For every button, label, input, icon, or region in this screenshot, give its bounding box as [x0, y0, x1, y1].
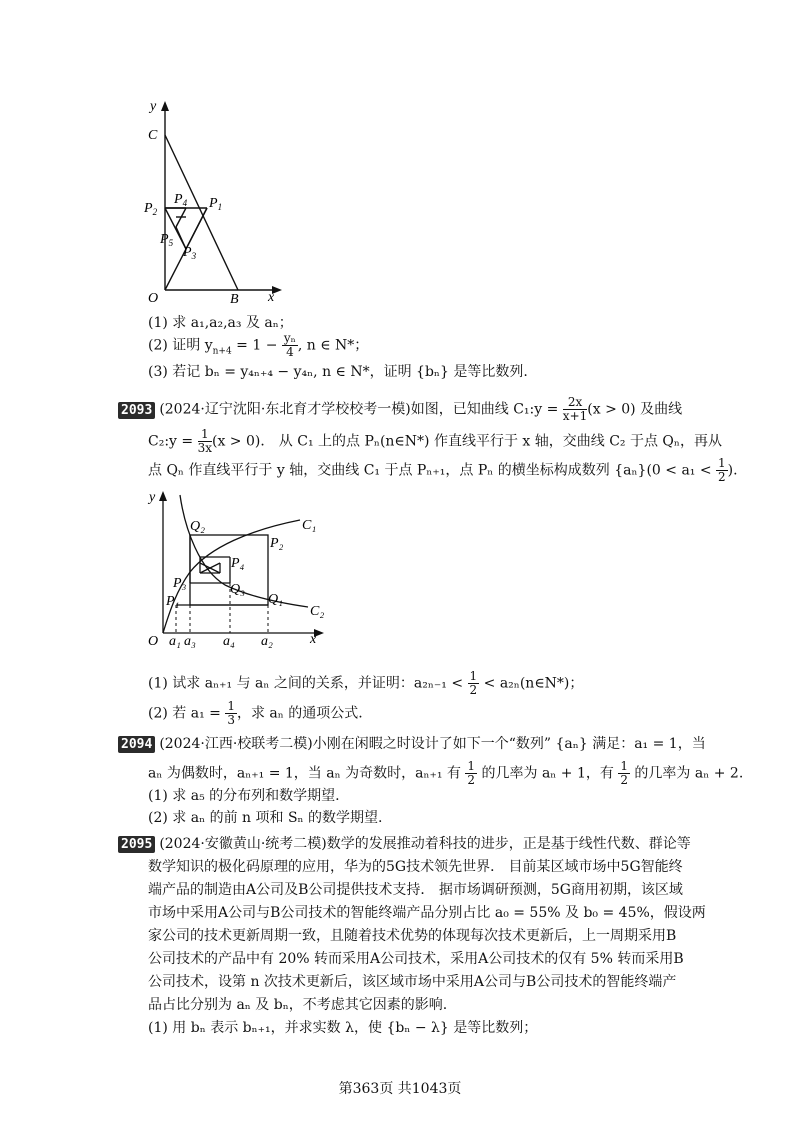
q2095-line4: 市场中采用A公司与B公司技术的智能终端产品分别占比 a₀ = 55% 及 b₀ = 45%，假设两 — [148, 905, 706, 921]
q2094-line1: 2094 (2024·江西·校联考二模)小刚在闲暇之时设计了如下一个“数列” {aₙ} 满足：a₁ = 1，当 — [118, 734, 706, 754]
q2095-line5: 家公司的技术更新周期一致，且随着技术优势的体现每次技术更新后，上一周期采用B — [148, 928, 677, 944]
point-c-label: C — [148, 128, 158, 143]
q2094-line2: aₙ 为偶数时，aₙ₊₁ = 1，当 aₙ 为奇数时，aₙ₊₁ 有 $\frac{1}{2}$ 的几率为 aₙ + 1，有 $\frac{1}{2}$ 的几率为 aₙ + 2. — [148, 759, 744, 787]
point-p2-label: $P_2$ — [144, 201, 158, 217]
point-q2-label: Q₂ — [190, 519, 205, 534]
point-p3-label: $P_3$ — [183, 245, 197, 261]
point-p3-label: P₃ — [173, 576, 187, 591]
tick-a2-label: a₂ — [261, 634, 273, 649]
figure-2-curves-diagram — [140, 485, 340, 655]
q2093-line1: 2093 (2024·辽宁沈阳·东北育才学校校考一模)如图，已知曲线 C₁:y = $\frac{2x}{x+1}$ (x > 0) 及曲线 — [118, 396, 682, 423]
problem-number-badge: 2093 — [118, 402, 155, 419]
curve-c2-label: C₂ — [310, 604, 325, 619]
x-axis-label: x — [268, 290, 275, 305]
q2095-line1: 2095 (2024·安徽黄山·统考二模)数学的发展推动着科技的进步，正是基于线性代数、群论等 — [118, 834, 691, 854]
q2093-line3: 点 Qₙ 作直线平行于 y 轴，交曲线 C₁ 于点 Pₙ₊₁，点 Pₙ 的横坐标构成数列 {aₙ}(0 < a₁ < $\frac{1}{2}$ ). — [148, 456, 738, 484]
point-p4-label: P₄ — [231, 556, 245, 571]
figure-1-triangle-diagram — [130, 95, 290, 305]
tick-a4-label: a₄ — [223, 634, 235, 649]
q2095-line2: 数学知识的极化码原理的应用，华为的5G技术领先世界． 目前某区域市场中5G智能终 — [148, 859, 683, 875]
q2095-line8: 品占比分别为 aₙ 及 bₙ，不考虑其它因素的影响. — [148, 997, 448, 1013]
y-axis-label: y — [149, 490, 156, 505]
point-p5-label: $P_5$ — [160, 232, 174, 248]
x-axis-label: x — [310, 632, 317, 647]
point-p1-label: $P_1$ — [209, 196, 223, 212]
q2092-part3: (3) 若记 bₙ = y₄ₙ₊₄ − y₄ₙ, n ∈ N*，证明 {bₙ} 是等比数列. — [148, 364, 528, 380]
q2093-line2: C₂:y = $\frac{1}{3x}$ (x > 0)． 从 C₁ 上的点 Pₙ(n∈N*) 作直线平行于 x 轴，交曲线 C₂ 于点 Qₙ，再从 — [148, 427, 722, 455]
point-p2-label: P₂ — [270, 536, 284, 551]
point-b-label: B — [230, 292, 239, 307]
q2092-part1: (1) 求 a₁,a₂,a₃ 及 aₙ； — [148, 315, 293, 331]
q2093-part1: (1) 试求 aₙ₊₁ 与 aₙ 之间的关系，并证明：a₂ₙ₋₁ < $\frac{1}{2}$ < a₂ₙ(n∈N*)； — [148, 669, 584, 697]
q2094-part1: (1) 求 a₅ 的分布列和数学期望. — [148, 788, 340, 804]
point-p1-label: P₁ — [166, 594, 180, 609]
problem-number-badge: 2094 — [118, 736, 155, 753]
q2095-line3: 端产品的制造由A公司及B公司提供技术支持． 据市场调研预测，5G商用初期，该区域 — [148, 882, 683, 898]
point-q3-label: Q₃ — [230, 582, 245, 597]
q2095-part1: (1) 用 bₙ 表示 bₙ₊₁，并求实数 λ，使 {bₙ − λ} 是等比数列； — [148, 1020, 538, 1036]
origin-label: O — [148, 634, 159, 649]
point-p4-label: $P_4$ — [174, 192, 188, 208]
tick-a1-label: a₁ — [169, 634, 181, 649]
point-q1-label: Q₁ — [268, 592, 283, 607]
origin-label: O — [148, 291, 159, 306]
q2094-part2: (2) 求 aₙ 的前 n 项和 Sₙ 的数学期望. — [148, 810, 383, 826]
page-footer: 第363页 共1043页 — [338, 1081, 462, 1097]
q2095-line7: 公司技术，设第 n 次技术更新后，该区域市场中采用A公司与B公司技术的智能终端产 — [148, 974, 677, 990]
curve-c1-label: C₁ — [302, 518, 317, 533]
q2095-line6: 公司技术的产品中有 20% 转而采用A公司技术，采用A公司技术的仅有 5% 转而采用B — [148, 951, 684, 967]
y-axis-label: y — [150, 99, 157, 114]
q2092-part2: (2) 证明 $y_{n+4} = 1$ − $\frac{\text{yₙ}}{4}$ , n ∈ N*； — [148, 331, 369, 359]
tick-a3-label: a₃ — [184, 634, 196, 649]
q2093-part2: (2) 若 a₁ = $\frac{1}{3}$ ，求 aₙ 的通项公式. — [148, 699, 363, 727]
problem-number-badge: 2095 — [118, 836, 155, 853]
